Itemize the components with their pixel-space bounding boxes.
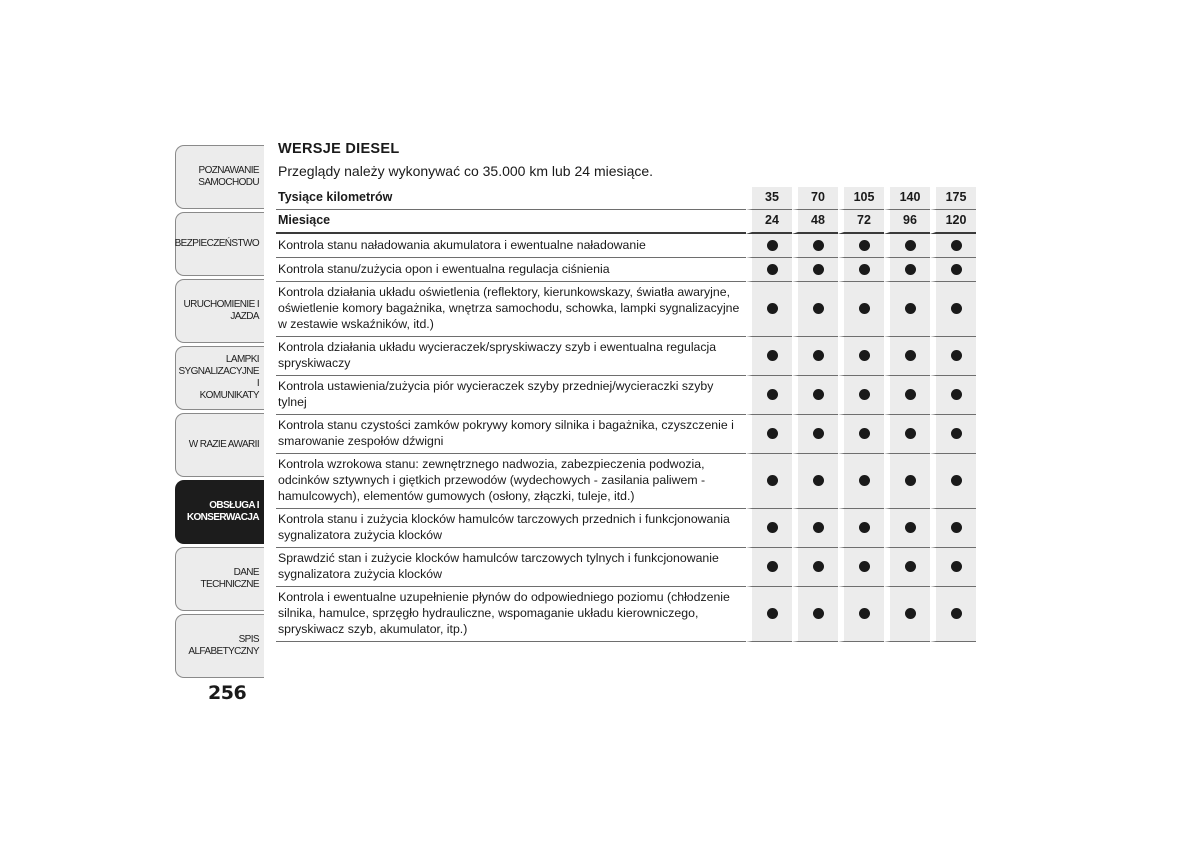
- scheduled-dot-icon: [813, 428, 824, 439]
- tab-spis-alfabetyczny[interactable]: [175, 614, 264, 678]
- months-value: 120: [930, 210, 976, 234]
- schedule-cell: [746, 454, 792, 509]
- schedule-cell: [930, 587, 976, 642]
- schedule-cell: [838, 258, 884, 282]
- tab-label: W RAZIE AWARII: [188, 439, 259, 450]
- tab-label: POZNAWANIE SAMOCHODU: [198, 165, 259, 188]
- scheduled-dot-icon: [813, 475, 824, 486]
- km-value: 140: [884, 187, 930, 210]
- tab-label: OBSŁUGA I KONSERWACJA: [186, 500, 259, 523]
- schedule-cell: [838, 234, 884, 258]
- schedule-cell: [792, 282, 838, 337]
- scheduled-dot-icon: [951, 389, 962, 400]
- schedule-cell: [838, 415, 884, 454]
- schedule-cell: [838, 587, 884, 642]
- scheduled-dot-icon: [767, 350, 778, 361]
- table-row: [276, 234, 976, 258]
- scheduled-dot-icon: [905, 303, 916, 314]
- scheduled-dot-icon: [859, 303, 870, 314]
- task-description: Kontrola stanu czystości zamków pokrywy komory silnika i bagażnika, czyszczenie i smarowanie zespołów dźwigni: [276, 415, 746, 454]
- months-value: 96: [884, 210, 930, 234]
- tab-label: LAMPKI SYGNALIZACYJNE I KOMUNIKATY: [178, 354, 259, 401]
- scheduled-dot-icon: [905, 522, 916, 533]
- header-label-kilometers: Tysiące kilometrów: [276, 187, 746, 210]
- scheduled-dot-icon: [905, 608, 916, 619]
- tab-label: SPIS ALFABETYCZNY: [188, 634, 259, 657]
- tab-lampki-sygnalizacyjne[interactable]: [175, 346, 264, 410]
- schedule-cell: [884, 509, 930, 548]
- scheduled-dot-icon: [905, 350, 916, 361]
- schedule-cell: [884, 337, 930, 376]
- task-description: Kontrola działania układu oświetlenia (reflektory, kierunkowskazy, światła awaryjne, oświetlenie komory bagażnika, wnętrza samochodu, schowka, lampki sygnalizacyjne w zestawie wskaźników, itd.): [276, 282, 746, 337]
- table-row: [276, 454, 976, 509]
- scheduled-dot-icon: [767, 608, 778, 619]
- scheduled-dot-icon: [951, 561, 962, 572]
- scheduled-dot-icon: [813, 389, 824, 400]
- schedule-cell: [930, 415, 976, 454]
- months-value: 72: [838, 210, 884, 234]
- schedule-cell: [746, 337, 792, 376]
- schedule-cell: [792, 234, 838, 258]
- schedule-cell: [746, 258, 792, 282]
- schedule-cell: [884, 282, 930, 337]
- scheduled-dot-icon: [859, 561, 870, 572]
- tab-dane-techniczne[interactable]: [175, 547, 264, 611]
- schedule-cell: [792, 587, 838, 642]
- scheduled-dot-icon: [859, 389, 870, 400]
- schedule-cell: [884, 258, 930, 282]
- schedule-cell: [746, 282, 792, 337]
- task-description: Kontrola stanu/zużycia opon i ewentualna regulacja ciśnienia: [276, 258, 746, 282]
- scheduled-dot-icon: [859, 240, 870, 251]
- scheduled-dot-icon: [813, 264, 824, 275]
- scheduled-dot-icon: [767, 428, 778, 439]
- schedule-cell: [930, 337, 976, 376]
- schedule-cell: [838, 282, 884, 337]
- scheduled-dot-icon: [859, 264, 870, 275]
- schedule-cell: [884, 454, 930, 509]
- task-description: Sprawdzić stan i zużycie klocków hamulców tarczowych tylnych i funkcjonowanie sygnalizatora zużycia klocków: [276, 548, 746, 587]
- table-row: [276, 337, 976, 376]
- table-row: [276, 509, 976, 548]
- scheduled-dot-icon: [813, 240, 824, 251]
- task-description: Kontrola stanu naładowania akumulatora i ewentualne naładowanie: [276, 234, 746, 258]
- scheduled-dot-icon: [951, 428, 962, 439]
- km-value: 70: [792, 187, 838, 210]
- schedule-cell: [792, 337, 838, 376]
- scheduled-dot-icon: [905, 475, 916, 486]
- scheduled-dot-icon: [951, 350, 962, 361]
- scheduled-dot-icon: [859, 522, 870, 533]
- months-value: 24: [746, 210, 792, 234]
- schedule-cell: [884, 415, 930, 454]
- tab-label: DANE TECHNICZNE: [200, 567, 259, 590]
- schedule-cell: [746, 376, 792, 415]
- schedule-cell: [838, 548, 884, 587]
- schedule-cell: [792, 454, 838, 509]
- table-row: [276, 415, 976, 454]
- tab-obsluga-i-konserwacja[interactable]: [175, 480, 264, 544]
- scheduled-dot-icon: [813, 608, 824, 619]
- scheduled-dot-icon: [813, 522, 824, 533]
- scheduled-dot-icon: [859, 475, 870, 486]
- table-row: [276, 258, 976, 282]
- schedule-cell: [884, 548, 930, 587]
- tab-label: BEZPIECZEŃSTWO: [174, 238, 259, 249]
- scheduled-dot-icon: [951, 303, 962, 314]
- schedule-cell: [930, 282, 976, 337]
- months-value: 48: [792, 210, 838, 234]
- scheduled-dot-icon: [813, 303, 824, 314]
- table-row: [276, 548, 976, 587]
- schedule-cell: [746, 548, 792, 587]
- maintenance-schedule-table: [276, 187, 976, 642]
- schedule-cell: [792, 415, 838, 454]
- tab-uruchomienie-i-jazda[interactable]: [175, 279, 264, 343]
- table-row: [276, 282, 976, 337]
- tab-label: URUCHOMIENIE I JAZDA: [183, 299, 259, 322]
- header-label-months: Miesiące: [276, 210, 746, 234]
- schedule-cell: [884, 234, 930, 258]
- task-description: Kontrola działania układu wycieraczek/spryskiwaczy szyb i ewentualna regulacja spryskiwaczy: [276, 337, 746, 376]
- schedule-cell: [746, 509, 792, 548]
- km-value: 105: [838, 187, 884, 210]
- schedule-cell: [930, 454, 976, 509]
- table-row: [276, 376, 976, 415]
- schedule-cell: [838, 376, 884, 415]
- table-row: [276, 587, 976, 642]
- schedule-cell: [884, 587, 930, 642]
- schedule-cell: [792, 509, 838, 548]
- task-description: Kontrola ustawienia/zużycia piór wycieraczek szyby przedniej/wycieraczki szyby tylnej: [276, 376, 746, 415]
- schedule-cell: [930, 376, 976, 415]
- scheduled-dot-icon: [951, 522, 962, 533]
- schedule-cell: [838, 454, 884, 509]
- scheduled-dot-icon: [951, 240, 962, 251]
- scheduled-dot-icon: [905, 389, 916, 400]
- schedule-cell: [792, 376, 838, 415]
- scheduled-dot-icon: [905, 264, 916, 275]
- scheduled-dot-icon: [813, 350, 824, 361]
- scheduled-dot-icon: [767, 240, 778, 251]
- scheduled-dot-icon: [767, 264, 778, 275]
- scheduled-dot-icon: [767, 522, 778, 533]
- schedule-cell: [930, 234, 976, 258]
- scheduled-dot-icon: [813, 561, 824, 572]
- km-value: 35: [746, 187, 792, 210]
- section-title: WERSJE DIESEL: [278, 141, 400, 157]
- schedule-cell: [930, 548, 976, 587]
- task-description: Kontrola i ewentualne uzupełnienie płynów do odpowiedniego poziomu (chłodzenie silnika, hamulce, sprzęgło hydrauliczne, wspomaganie układu kierowniczego, spryskiwacz szyb, akumulator, itp.): [276, 587, 746, 642]
- scheduled-dot-icon: [859, 350, 870, 361]
- schedule-cell: [884, 376, 930, 415]
- task-description: Kontrola stanu i zużycia klocków hamulców tarczowych przednich i funkcjonowania sygnalizatora zużycia klocków: [276, 509, 746, 548]
- schedule-cell: [930, 509, 976, 548]
- scheduled-dot-icon: [905, 428, 916, 439]
- tab-w-razie-awarii[interactable]: [175, 413, 264, 477]
- scheduled-dot-icon: [905, 561, 916, 572]
- tab-poznawanie-samochodu[interactable]: [175, 145, 264, 209]
- task-description: Kontrola wzrokowa stanu: zewnętrznego nadwozia, zabezpieczenia podwozia, odcinków sztywnych i giętkich przewodów (wydechowych - zasilania paliwem - hamulcowych), elementów gumowych (osłony, złączki, tuleje, itd.): [276, 454, 746, 509]
- scheduled-dot-icon: [767, 475, 778, 486]
- scheduled-dot-icon: [951, 608, 962, 619]
- tab-bezpieczenstwo[interactable]: [175, 212, 264, 276]
- section-intro: Przeglądy należy wykonywać co 35.000 km lub 24 miesiące.: [278, 163, 654, 179]
- scheduled-dot-icon: [767, 561, 778, 572]
- header-row-kilometers: [276, 187, 976, 210]
- schedule-cell: [792, 548, 838, 587]
- scheduled-dot-icon: [951, 475, 962, 486]
- schedule-cell: [746, 415, 792, 454]
- scheduled-dot-icon: [767, 389, 778, 400]
- scheduled-dot-icon: [951, 264, 962, 275]
- header-row-months: [276, 210, 976, 234]
- km-value: 175: [930, 187, 976, 210]
- schedule-cell: [746, 234, 792, 258]
- schedule-cell: [746, 587, 792, 642]
- scheduled-dot-icon: [859, 608, 870, 619]
- schedule-cell: [838, 509, 884, 548]
- schedule-cell: [930, 258, 976, 282]
- schedule-cell: [792, 258, 838, 282]
- scheduled-dot-icon: [859, 428, 870, 439]
- schedule-cell: [838, 337, 884, 376]
- page-number: 256: [208, 682, 247, 704]
- scheduled-dot-icon: [905, 240, 916, 251]
- scheduled-dot-icon: [767, 303, 778, 314]
